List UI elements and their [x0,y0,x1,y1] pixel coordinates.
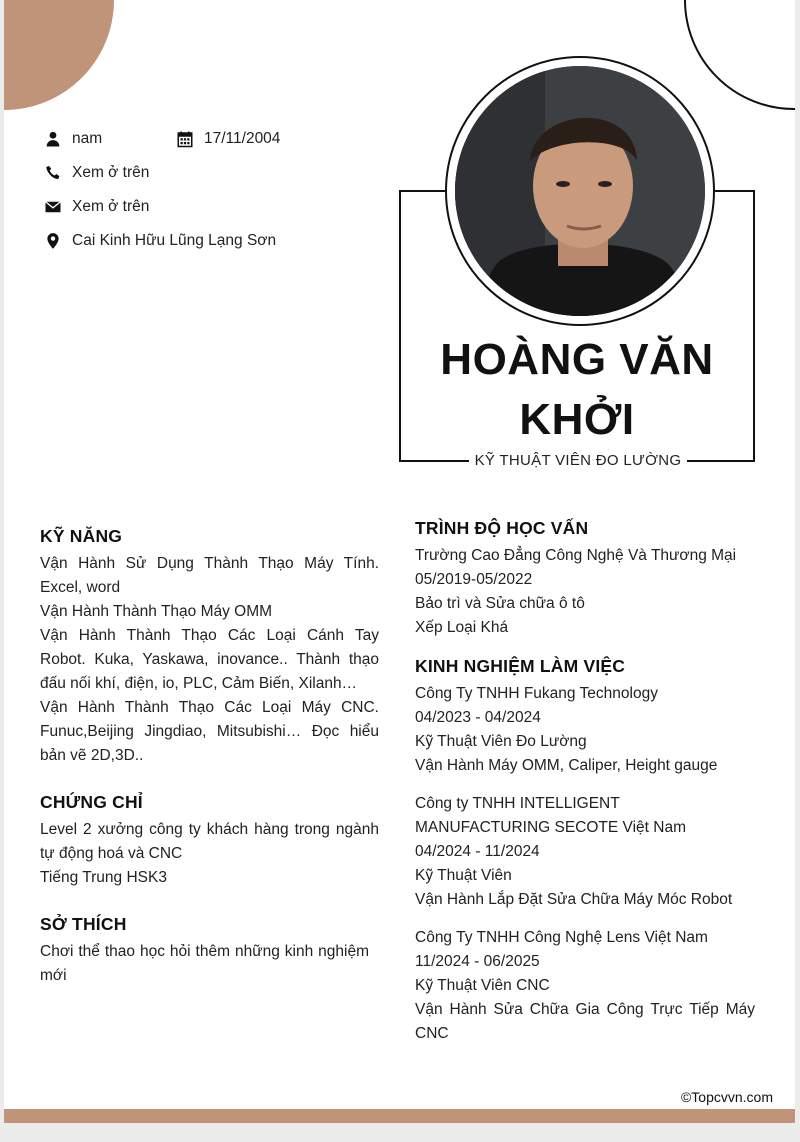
education-school: Trường Cao Đẳng Công Nghệ Và Thương Mại [415,547,737,564]
experience-position: Kỹ Thuật Viên CNC [415,977,550,994]
experience-position: Kỹ Thuật Viên [415,867,512,884]
decorative-circle-top-right [684,0,795,110]
envelope-icon [44,198,62,216]
experience-period: 04/2023 - 04/2024 [415,709,541,726]
phone-icon [44,164,62,182]
experience-company: Công ty TNHH INTELLIGENT MANUFACTURING SECOTE Việt Nam [415,795,687,836]
certificates-heading: CHỨNG CHỈ [40,792,143,812]
full-name [404,330,750,450]
certificate-item: Tiếng Trung HSK3 [40,869,167,886]
education-grade: Xếp Loại Khá [415,619,509,636]
experience-heading: KINH NGHIỆM LÀM VIỆC [415,656,626,676]
experience-item [415,682,755,778]
cv-page [4,0,795,1123]
right-column [415,516,755,1046]
skill-item: Vận Hành Sử Dụng Thành Thạo Máy Tính. Excel, word [40,555,379,596]
hobbies-text: Chơi thể thao học hỏi thêm những kinh nghiệm mới [40,943,369,984]
skill-item: Vận Hành Thành Thạo Các Loại Cánh Tay Robot. Kuka, Yaskawa, inovance.. Thành thạo đấu nối khí, điện, io, PLC, Cảm Biến, Xilanh… [40,627,379,692]
education-period: 05/2019-05/2022 [415,571,533,588]
person-icon [44,130,62,148]
experience-description: Vận Hành Máy OMM, Caliper, Height gauge [415,757,718,774]
education-heading: TRÌNH ĐỘ HỌC VẤN [415,518,589,538]
experience-description: Vận Hành Lắp Đặt Sửa Chữa Máy Móc Robot [415,891,733,908]
experience-period: 11/2024 - 06/2025 [415,953,540,970]
experience-item [415,792,755,912]
contact-birthday [176,130,280,148]
left-column [40,524,379,988]
name-line-2: KHỞI [519,395,635,444]
experience-company: Công Ty TNHH Công Nghệ Lens Việt Nam [415,929,708,946]
gender-text: nam [72,130,103,147]
copyright-text: ©Topcvvn.com [680,1089,773,1105]
experience-company: Công Ty TNHH Fukang Technology [415,685,658,702]
location-pin-icon [44,232,62,250]
calendar-icon [176,130,194,148]
address-text: Cai Kinh Hữu Lũng Lạng Sơn [72,232,277,249]
skill-item: Vận Hành Thành Thạo Các Loại Máy CNC. Funuc,Beijing Jingdiao, Mitsubishi… Đọc hiểu bản vẽ 2D,3D.. [40,699,379,764]
certificate-item: Level 2 xưởng công ty khách hàng trong ngành tự động hoá và CNC [40,821,379,862]
decorative-circle-top-left [4,0,114,110]
avatar-frame [445,56,715,326]
experience-position: Kỹ Thuật Viên Đo Lường [415,733,587,750]
hobbies-heading: SỞ THÍCH [40,914,127,934]
bottom-accent-bar [4,1109,795,1123]
avatar [455,66,705,316]
experience-description: Vận Hành Sửa Chữa Gia Công Trực Tiếp Máy CNC [415,1001,755,1042]
job-title: KỸ THUẬT VIÊN ĐO LƯỜNG [469,452,687,469]
experience-item [415,926,755,1046]
email-text: Xem ở trên [72,198,150,215]
contact-gender [44,130,102,148]
contact-address [44,232,276,250]
education-major: Bảo trì và Sửa chữa ô tô [415,595,585,612]
skill-item: Vận Hành Thành Thạo Máy OMM [40,603,273,620]
skills-heading: KỸ NĂNG [40,526,123,546]
name-line-1: HOÀNG VĂN [440,335,714,384]
birthday-text: 17/11/2004 [204,130,281,147]
phone-text: Xem ở trên [72,164,150,181]
contact-email [44,198,149,216]
experience-period: 04/2024 - 11/2024 [415,843,540,860]
contact-phone [44,164,149,182]
